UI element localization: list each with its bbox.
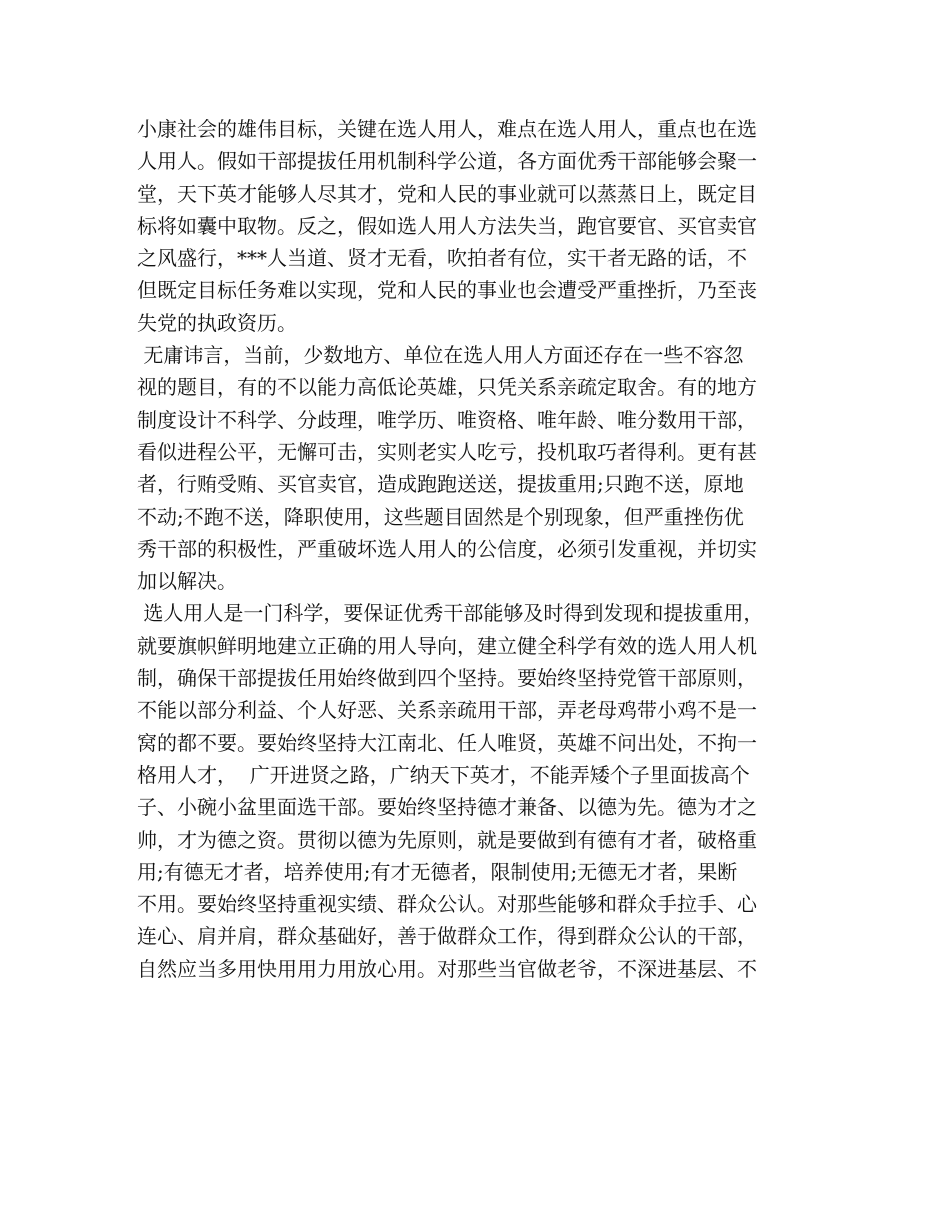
text-line: 者，行贿受贿、买官卖官，造成跑跑送送，提拔重用;只跑不送，原地 [137,472,744,497]
text-line: 选人用人是一门科学，要保证优秀干部能够及时得到发现和提拔重用， [137,601,764,626]
text-line: 但既定目标任务难以实现，党和人民的事业也会遭受严重挫折，乃至丧 [137,278,757,303]
text-line: 失党的执政资历。 [137,310,297,335]
text-line: 看似进程公平，无懈可击，实则老实人吃亏，投机取巧者得利。更有甚 [137,439,757,464]
text-line: 人用人。假如干部提拔任用机制科学公道，各方面优秀干部能够会聚一 [137,149,757,174]
text-line: 窝的都不要。要始终坚持大江南北、任人唯贤，英雄不问出处，不拘一 [137,730,757,755]
text-line: 秀干部的积极性，严重破坏选人用人的公信度，必须引发重视，并切实 [137,536,757,561]
text-line: 不用。要始终坚持重视实绩、群众公认。对那些能够和群众手拉手、心 [137,892,757,917]
text-line: 小康社会的雄伟目标，关键在选人用人，难点在选人用人，重点也在选 [137,117,757,141]
text-line: 制，确保干部提拔任用始终做到四个坚持。要始终坚持党管干部原则， [137,666,757,691]
text-line: 堂，天下英才能够人尽其才，党和人民的事业就可以蒸蒸日上，既定目 [137,181,757,206]
text-line: 之风盛行，***人当道、贤才无看，吹拍者有位，实干者无路的话，不 [137,246,747,271]
text-line: 帅，才为德之资。贯彻以德为先原则，就是要做到有德有才者，破格重 [137,827,757,852]
text-line: 不能以部分利益、个人好恶、关系亲疏用干部，弄老母鸡带小鸡不是一 [137,698,757,723]
body-text [137,113,827,985]
text-line: 用;有德无才者，培养使用;有才无德者，限制使用;无德无才者，果断 [137,859,738,884]
text-line: 加以解决。 [137,569,237,594]
text-line: 子、小碗小盆里面选干部。要始终坚持德才兼备、以德为先。德为才之 [137,795,757,820]
text-line: 自然应当多用快用用力用放心用。对那些当官做老爷，不深进基层、不 [137,956,757,981]
text-line: 连心、肩并肩，群众基础好，善于做群众工作，得到群众公认的干部， [137,924,757,949]
text-line: 就要旗帜鲜明地建立正确的用人导向，建立健全科学有效的选人用人机 [137,633,757,658]
text-line: 格用人才， 广开进贤之路，广纳天下英才，不能弄矮个子里面拔高个 [137,762,750,787]
text-line: 无庸讳言，当前，少数地方、单位在选人用人方面还存在一些不容忽 [137,343,744,368]
text-line: 视的题目，有的不以能力高低论英雄，只凭关系亲疏定取舍。有的地方 [137,375,757,400]
text-line: 标将如囊中取物。反之，假如选人用人方法失当，跑官要官、买官卖官 [137,213,757,238]
text-line: 不动;不跑不送，降职使用，这些题目固然是个别现象，但严重挫伤优 [137,504,744,529]
text-line: 制度设计不科学、分歧理，唯学历、唯资格、唯年龄、唯分数用干部， [137,407,757,432]
